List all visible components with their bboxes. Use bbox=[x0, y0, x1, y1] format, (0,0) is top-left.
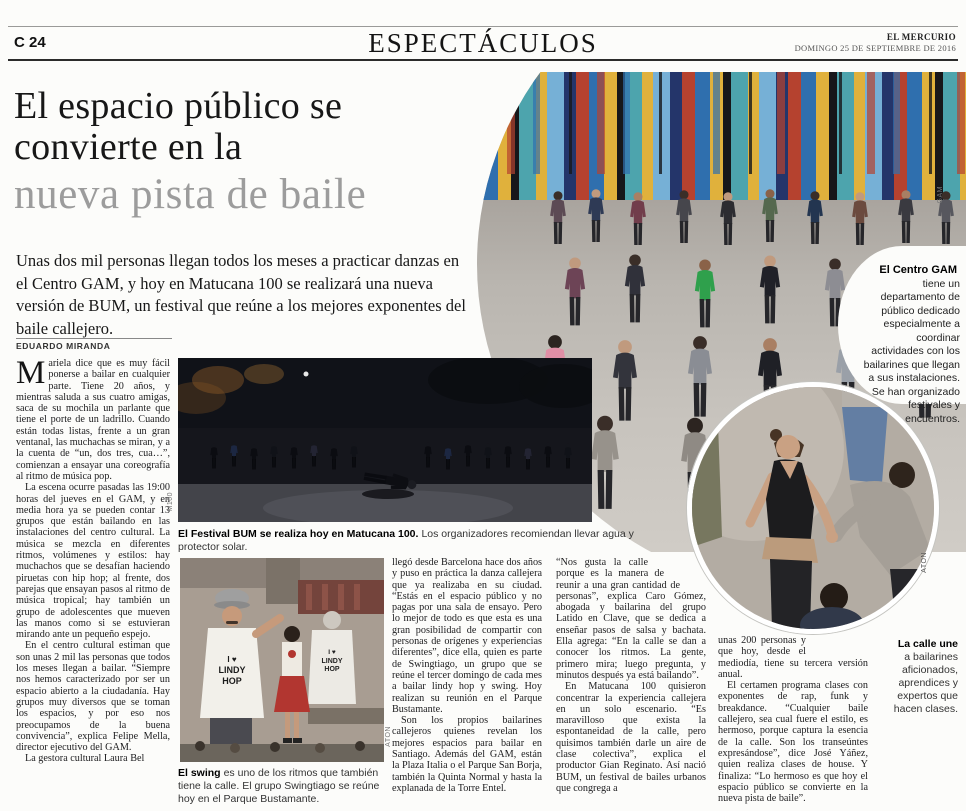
circle-wrap-spacer bbox=[806, 635, 868, 647]
top-rule bbox=[8, 26, 958, 27]
photo-credit-gam: GAM bbox=[937, 186, 944, 204]
paragraph bbox=[16, 355, 170, 482]
headline-line-gray: nueva pista de baile bbox=[14, 171, 367, 218]
caption-lead: El swing bbox=[178, 767, 221, 779]
shirt-text: HOP bbox=[324, 666, 340, 673]
shirt-text: I ♥ bbox=[328, 649, 336, 656]
article-column-4 bbox=[718, 635, 868, 804]
section-title: ESPECTÁCULOS bbox=[368, 28, 598, 58]
caption-lead: El Centro GAM bbox=[879, 264, 957, 276]
paragraph: llegó desde Barcelona hace dos años y puso en práctica la danza callejera que ya realizaba en su ciudad. “Estás en el espacio público y no pagas por una sala de ensayo. Pero lo mejor de todo es que esta es una gran posibilidad de compartir con personas de orígenes y experiencias diferentes”, dice ella, quien es parte de Swingtiago, un grupo que se reúne el tercer domingo de cada mes a bailar lindy hop y swing. Hoy realizan su reunión en el Parque Bustamante. bbox=[392, 557, 542, 715]
circle-photo-couple-dancing bbox=[687, 382, 939, 634]
photo-swingtiago-lindy-hop bbox=[180, 558, 384, 762]
paragraph: unas 200 personas y que hoy, desde el mediodía, tiene su tercera versión anual. bbox=[718, 635, 868, 680]
page-number: C 24 bbox=[14, 34, 46, 51]
caption-body: tiene un departamento de público dedicado especialmente a coordinar actividades con los bailarines que llegan a sus instalaciones. Se han organizado festivales y encuentros. bbox=[863, 277, 960, 425]
paragraph: “Nos gusta la calle porque es la manera de reunir a una gran cantidad de personas”, explica Caro Gómez, abogada y bailarina del grupo Latido en Clave, que se dedica a enseñar pasos de salsa y bachata. Ella agrega: “En la calle se dan a conocer los ritmos. La gente, primero mira; luego pregunta, y minutos después ya está bailando”. bbox=[556, 557, 706, 681]
paragraph: En el centro cultural estiman que son unas 2 mil las personas que todos los meses llegan a bailar. “Siempre nos hemos caracterizado por ser un espacio abierto a la ciudadanía. Hay grupos muy diversos que se toman los espacios, y por eso nos preocupamos de la buena convivencia”, explica Felipe Mella, director ejecutivo del GAM. bbox=[16, 640, 170, 754]
caption-lead: El Festival BUM se realiza hoy en Matucana 100. bbox=[178, 528, 419, 540]
photo-caption-centro-gam bbox=[838, 246, 966, 425]
paragraph-text: ariela dice que es muy fácil ponerse a bailar en cualquier parte. Tiene 20 años, y mientras saluda a sus cuatro amigas, saca de su mochila un parlante que tiene el porte de un ladrillo. Cuando están todas listas, frente a un gran ventanal, las muchachas se miran, y a la cuenta de “un, dos tres, cua…”, comienzan a ensayar una coreografía al ritmo de música pop. bbox=[16, 358, 170, 482]
paragraph: El certamen programa clases con exponentes de rap, funk y breakdance. “Cualquier baile callejero, sea cual fuere el estilo, es hermoso, porque captura la esencia de la calle. Son los transeúntes expresándose”, dice José Yáñez, quien realiza clases de house. Y finaliza: “Lo hermoso es que hoy el espacio público se convierte en la nueva pista de baile”. bbox=[718, 680, 868, 805]
caption-body: Los organizadores recomiendan llevar agua y protector solar. bbox=[178, 528, 634, 553]
masthead-block bbox=[795, 32, 956, 53]
caption-body: es uno de los ritmos que también tiene la calle. El grupo Swingtiago se reúne hoy en el Parque Bustamante. bbox=[178, 767, 380, 805]
caption-swing bbox=[178, 767, 394, 806]
caption-lead: La calle une bbox=[897, 638, 958, 650]
article-column-1 bbox=[16, 355, 170, 765]
shirt-text: I ♥ bbox=[227, 655, 237, 664]
paragraph: Son los propios bailarines callejeros quienes revelan los mejores espacios para bailar en Santiago. Además del GAM, están la Plaza Italia o el Parque San Borja, también la Quinta Normal y hasta la explanada de la Torre Entel. bbox=[392, 715, 542, 794]
photo-credit-aton-swing: ATON bbox=[385, 726, 392, 747]
byline: EDUARDO MIRANDA bbox=[16, 341, 111, 351]
photo-credit-m100: M100 bbox=[167, 492, 174, 512]
paragraph: La escena ocurre pasadas las 19:00 horas del jueves en el GAM, y en media hora ya se pueden contar 13 grupos que están bailando en las instalaciones del centro cultural. La música se mezcla en diferentes ritmos, volúmenes y estilos: hay muchachos que se desafían haciendo piruetas con hip hop; al frente, dos parejas que ensayan pasos al ritmo de música tropical; hay también un grupo de adolescentes que mueven las manos como si se estuvieran mirando ante un pequeño espejo. bbox=[16, 482, 170, 641]
photo-bum-festival bbox=[178, 358, 592, 522]
article-column-2 bbox=[392, 557, 542, 794]
issue-date: DOMINGO 25 DE SEPTIEMBRE DE 2016 bbox=[794, 43, 956, 53]
caption-bum bbox=[178, 528, 678, 554]
lede-paragraph: Unas dos mil personas llegan todos los meses a practicar danzas en el Centro GAM, y hoy en Matucana 100 se realizará una nueva versión de BUM, un festival que reúne a los mejores exponentes del baile callejero. bbox=[16, 251, 466, 338]
headline-line-1: El espacio público se bbox=[14, 85, 343, 127]
drop-cap: M bbox=[16, 355, 46, 391]
caption-body: a bailarines aficionados, aprendices y expertos que hacen clases. bbox=[893, 651, 958, 715]
headline-line-2: convierte en la bbox=[14, 126, 243, 168]
caption-la-calle bbox=[868, 638, 958, 716]
shirt-text: HOP bbox=[222, 676, 242, 686]
circle-wrap-spacer bbox=[680, 579, 706, 590]
byline-rule bbox=[16, 338, 172, 339]
header-rule bbox=[8, 59, 958, 61]
paragraph: La gestora cultural Laura Bel bbox=[25, 753, 145, 765]
shirt-text: LINDY bbox=[218, 665, 246, 675]
shirt-text: LINDY bbox=[321, 658, 343, 665]
headline bbox=[14, 86, 484, 219]
masthead: EL MERCURIO bbox=[886, 32, 956, 42]
circle-wrap-spacer bbox=[664, 568, 706, 579]
photo-credit-aton-circle: ATON bbox=[921, 552, 928, 573]
paragraph: En Matucana 100 quisieron concentrar la experiencia callejera en un solo escenario. “Es maravilloso que exista la espontaneidad de la calle, pero quisimos también darle un aire de clase colectiva”, explica el productor Gian Reginato. Así nació BUM, un festival de bailes urbanos que congrega a bbox=[556, 681, 706, 794]
article-column-3 bbox=[556, 557, 706, 794]
